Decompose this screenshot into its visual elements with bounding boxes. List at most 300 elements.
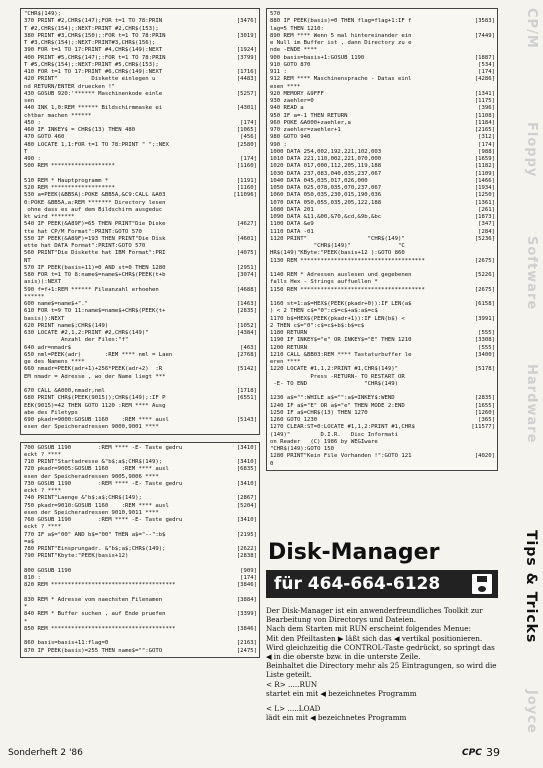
code-text: 910 GOTO 870 <box>270 61 311 68</box>
code-line <box>24 258 257 265</box>
footer-magazine: CPC <box>462 748 482 758</box>
checksum: [1160] <box>236 163 257 170</box>
checksum: [2163] <box>236 640 257 647</box>
code-text: EM nmadr = Adresse , wo der Name liegt *** <box>24 373 166 380</box>
sidebar-tab-cp-m: CP/M <box>524 8 539 49</box>
code-text: 490 : <box>24 156 41 162</box>
code-text: 1020 DATA 017,000,112,205,119,188 <box>270 163 382 170</box>
checksum: [3476] <box>236 18 257 25</box>
checksum: [1659] <box>474 156 495 162</box>
article-paragraph: Beinhaltet die Directory mehr als 25 Eintragungen, so wird die Liste geteilt. <box>266 661 497 680</box>
code-line <box>24 452 257 459</box>
code-text: esen **** <box>270 83 301 90</box>
code-line <box>24 323 257 330</box>
checksum: [4384] <box>236 330 257 336</box>
code-line <box>270 171 495 178</box>
code-text: 1000 DATA 254,002,192,221,102,003 <box>270 148 382 155</box>
code-line <box>270 55 495 62</box>
checksum: [2835] <box>474 395 495 402</box>
code-text: * <box>24 618 28 625</box>
code-text: 1180 RETURN <box>270 330 308 336</box>
checksum: [5178] <box>474 366 495 373</box>
checksum: [3019] <box>236 32 257 39</box>
code-line <box>24 575 257 582</box>
code-line <box>24 229 257 236</box>
code-line <box>24 243 257 250</box>
code-text: 760 GOSUB 1190 :REM **** -E- Taste gedru <box>24 517 183 523</box>
checksum: [534] <box>478 61 495 68</box>
checksum: [11577] <box>471 424 495 431</box>
code-line <box>24 445 257 452</box>
code-text: 560 PRINT"Die Diskette hat IBM Format":PRI <box>24 250 166 257</box>
code-line <box>24 84 257 91</box>
code-line <box>270 374 495 381</box>
code-text: 740 PRINT"Laenge &"b$;a$;CHR$(149); <box>24 495 142 502</box>
code-line <box>270 98 495 105</box>
code-line <box>270 388 495 395</box>
code-line <box>24 113 257 120</box>
code-line <box>24 366 257 373</box>
code-text: 610 FOR t=9 TO 11:name$=name$+CHR$(PEEK(t+ <box>24 308 166 315</box>
code-text: 700 GOSUB 1190 :REM **** -E- Taste gedru <box>24 444 183 451</box>
checksum: [3399] <box>236 611 257 618</box>
code-line <box>270 265 495 272</box>
code-text: tte hat CP/M Format":PRINT:GOTO 570 <box>24 228 142 235</box>
code-text: * <box>24 604 28 610</box>
code-line <box>270 424 495 431</box>
code-text: 570 IF PEEK(basis+11)=0 AND st=0 THEN 1280 <box>24 264 166 271</box>
code-line <box>270 47 495 54</box>
footer-issue: Sonderheft 2 '86 <box>8 748 83 758</box>
code-line <box>270 178 495 185</box>
code-line <box>24 524 257 531</box>
code-text: nde -ENDE **** <box>270 47 318 54</box>
checksum: [3846] <box>236 582 257 589</box>
checksum: [1718] <box>236 388 257 394</box>
checksum: [3991] <box>474 315 495 322</box>
code-line <box>270 432 495 439</box>
code-text: ette hat DATA Format":PRINT:GOTO 570 <box>24 243 146 249</box>
article-body <box>266 606 498 722</box>
checksum: [1184] <box>474 119 495 126</box>
code-line <box>24 466 257 473</box>
checksum: [312] <box>478 134 495 141</box>
code-text: NT <box>24 257 31 264</box>
code-text: 1190 IF INKEY$="e" OR INKEY$="E" THEN 1210 <box>270 337 412 344</box>
code-line <box>24 214 257 221</box>
code-text: 1170 b$=HEX$(PEEK(pkadr+1)):IF LEN(b$) < <box>270 315 405 322</box>
code-text: esen der Speicheradressen 9005,9006 **** <box>24 473 159 480</box>
code-line <box>270 134 495 141</box>
code-line <box>24 91 257 98</box>
code-line <box>24 582 257 589</box>
code-line <box>270 366 495 373</box>
code-text: 900 basis=basis+1:GOSUB 1190 <box>270 54 365 61</box>
checksum: [7449] <box>474 32 495 39</box>
code-line <box>270 26 495 33</box>
code-line <box>270 403 495 410</box>
code-text: 2 THEN c$="0":c$=c$+b$:b$=c$ <box>270 322 365 329</box>
code-line <box>24 417 257 424</box>
code-line <box>270 40 495 47</box>
code-line <box>270 105 495 112</box>
code-text: 1160 st=1:a$=HEX$(PEEK(pkadr+0)):IF LEN(a$ <box>270 301 412 307</box>
code-line <box>24 301 257 308</box>
code-text: -E- TO END "CHR$(149) <box>270 380 398 387</box>
code-text: 480 LOCATE 1,1:FOR t=1 TO 78:PRINT " ";:NEX <box>24 141 169 148</box>
checksum: [3410] <box>236 444 257 451</box>
code-line <box>270 163 495 170</box>
code-text: lag=5 THEN 1210: <box>270 25 324 32</box>
code-line <box>270 439 495 446</box>
checksum: [1065] <box>236 127 257 133</box>
code-line <box>270 113 495 120</box>
code-line <box>24 640 257 647</box>
code-text: 530 a=PEEK(&BB5A):POKE &BB5A,&C9:CALL &A03 <box>24 192 166 199</box>
code-line <box>24 459 257 466</box>
checksum: [456] <box>240 134 257 141</box>
code-text: 550 IF PEEK(&A89F)=193 THEN PRINT"Die Disk <box>24 235 166 242</box>
checksum: [5257] <box>236 90 257 97</box>
checksum: [2675] <box>474 286 495 293</box>
code-text: 830 REM * Adresse vom naechsten Filenamen <box>24 596 163 603</box>
section-sidebar <box>507 0 543 768</box>
code-line <box>24 316 257 323</box>
code-line <box>24 55 257 62</box>
code-line <box>24 510 257 517</box>
checksum: [174] <box>478 141 495 148</box>
code-line <box>270 192 495 199</box>
checksum: [6551] <box>236 395 257 402</box>
code-line <box>24 120 257 127</box>
code-line <box>24 352 257 359</box>
checksum: [1160] <box>236 185 257 191</box>
code-text: T #3,CHR$(154);:NEXT:PRINT#3,CHR$(156); <box>24 40 156 46</box>
code-line <box>270 337 495 344</box>
code-text: e Null im Buffer ist , dann Directory zu e <box>270 40 412 46</box>
checksum: [284] <box>478 228 495 235</box>
checksum: [1466] <box>474 177 495 184</box>
checksum: [1052] <box>236 322 257 329</box>
code-text: 680 PRINT CHR$(PEEK(9015));CHR$(149);:IF P <box>24 395 166 402</box>
code-line <box>270 316 495 323</box>
checksum: [347] <box>478 221 495 228</box>
code-line <box>270 156 495 163</box>
code-text: 460 IF INKEY$ = CHR$(13) THEN 480 <box>24 127 136 133</box>
code-text: 590 f=f+1:REM ****** Fileanzahl erhoehen <box>24 286 159 293</box>
checksum: [555] <box>478 344 495 351</box>
code-line <box>24 604 257 611</box>
code-line <box>270 381 495 388</box>
code-line <box>24 26 257 33</box>
code-text: 1010 DATA 221,110,002,221,070,000 <box>270 156 382 162</box>
code-text: ohne dass es auf dem Bildschirm ausgeduc <box>24 206 163 213</box>
code-line <box>270 200 495 207</box>
code-text: abe des Filetyps <box>24 409 78 416</box>
code-line <box>270 69 495 76</box>
code-line <box>24 619 257 626</box>
code-text: 690 pkadr=9000:GOSUB 1160 :REM **** ausl <box>24 417 169 423</box>
code-text: 630 LOCATE #2,1,2:PRINT #2,CHR$(149)" <box>24 330 149 336</box>
checksum: [3846] <box>236 625 257 632</box>
code-line <box>270 410 495 417</box>
checksum: [988] <box>478 148 495 155</box>
code-line <box>270 345 495 352</box>
code-text: 1070 DATA 050,055,035,205,122,188 <box>270 199 382 206</box>
code-line <box>270 395 495 402</box>
checksum: [2475] <box>236 647 257 654</box>
code-line <box>24 105 257 112</box>
code-text: 1120 PRINT" "CHR$(149)" <box>270 235 405 242</box>
checksum: [6158] <box>474 301 495 307</box>
article-paragraph: startet ein mit ◀ bezeichnetes Programm <box>266 688 417 698</box>
code-line <box>270 91 495 98</box>
sidebar-tab-floppy: Floppy <box>524 122 539 178</box>
code-line <box>24 98 257 105</box>
checksum: [261] <box>478 206 495 213</box>
code-line <box>24 474 257 481</box>
code-line <box>24 221 257 228</box>
code-line <box>270 236 495 243</box>
checksum: [1182] <box>474 163 495 170</box>
code-text: 620 PRINT name$;CHR$(149) <box>24 322 109 329</box>
code-text: 810 : <box>24 575 41 581</box>
code-line <box>24 142 257 149</box>
code-text: 1260 GOTO 1230 <box>270 417 318 423</box>
code-line <box>24 279 257 286</box>
checksum: [1191] <box>236 177 257 184</box>
code-line <box>24 308 257 315</box>
code-line <box>24 163 257 170</box>
code-line <box>270 18 495 25</box>
article-paragraph: lädt ein mit ◀ bezeichnetes Programm <box>266 713 407 723</box>
code-line <box>24 47 257 54</box>
code-line <box>270 185 495 192</box>
code-text: 1060 DATA 050,035,230,015,190,036 <box>270 192 382 199</box>
checksum: [1109] <box>474 170 495 177</box>
code-text: 820 REM ************************************* <box>24 582 176 589</box>
code-line <box>24 62 257 69</box>
checksum: [5236] <box>474 235 495 242</box>
code-line <box>24 503 257 510</box>
checksum: [4286] <box>474 76 495 83</box>
code-line <box>24 381 257 388</box>
article-paragraph: < L> .....LOAD <box>266 704 321 714</box>
code-line <box>270 221 495 228</box>
code-line <box>24 611 257 618</box>
code-line <box>270 453 495 460</box>
code-line <box>24 648 257 655</box>
code-text: 600 name$=name$+"." <box>24 301 88 307</box>
code-text: 500 REM ******************* <box>24 163 115 170</box>
code-text: 990 : <box>270 141 287 148</box>
checksum: [4483] <box>236 76 257 83</box>
code-line <box>24 517 257 524</box>
article-subtitle-banner <box>266 570 498 598</box>
code-line <box>270 62 495 69</box>
code-line <box>24 532 257 539</box>
code-text: 660 nmadr=PEEK(adr+1)+256*PEEK(adr+2) :R <box>24 366 163 373</box>
checksum: [11096] <box>233 192 257 199</box>
sidebar-tab-tips-tricks: Tips & Tricks <box>523 530 539 644</box>
code-line <box>270 272 495 279</box>
code-line <box>24 359 257 366</box>
code-text: T #2,CHR$(154);:NEXT:PRINT #2,CHR$(153); <box>24 25 159 32</box>
checksum: [2951] <box>236 264 257 271</box>
code-line <box>24 495 257 502</box>
checksum: [2768] <box>236 351 257 358</box>
code-text: 860 basis=basis+11:flag=0 <box>24 640 109 647</box>
checksum: [4601] <box>236 235 257 242</box>
code-text: Press -RETURN- TO RESTART OR <box>270 373 405 380</box>
code-text: 650 nml=PEEK(adr) :REM **** nml = Laen <box>24 351 173 358</box>
code-text: "CHR$(149):GOTO 150 <box>270 446 334 452</box>
checksum: [174] <box>240 119 257 126</box>
code-text: 570 <box>270 11 281 17</box>
checksum: [1463] <box>236 301 257 307</box>
code-text: 911 : <box>270 69 287 75</box>
code-line <box>24 192 257 199</box>
code-text: 400 PRINT #5,CHR$(147);:FOR t=1 TO 78:PRIN <box>24 54 166 61</box>
code-text: 960 POKE &A000+zaehler,a <box>270 119 351 126</box>
code-text: 1270 CLEAR:ST=0:LOCATE #1,1,2:PRINT #1,CHR$ <box>270 424 415 431</box>
code-text: 1040 DATA 045,035,017,026,000 <box>270 177 368 184</box>
code-text: 940 READ a <box>270 105 304 112</box>
code-text: 450 : <box>24 119 41 126</box>
code-text: 980 GOTO 940 <box>270 134 311 141</box>
code-line <box>270 127 495 134</box>
code-text: ****** <box>24 293 45 300</box>
footer-page-number: 39 <box>486 746 500 759</box>
listing-column-left <box>20 8 260 665</box>
checksum: [1361] <box>474 199 495 206</box>
code-text: "CHR$(149); <box>24 11 62 17</box>
checksum: [2165] <box>474 127 495 133</box>
code-text: esen der Speicheradressen 9010,9011 **** <box>24 509 159 516</box>
checksum: [5142] <box>236 366 257 373</box>
code-line <box>24 403 257 410</box>
code-text: 950 IF a=-1 THEN RETURN <box>270 112 348 119</box>
checksum: [396] <box>478 105 495 112</box>
code-text: 420 PRINT" Diskette einlegen u <box>24 76 156 83</box>
code-text: Anzahl der Files:"f" <box>24 337 129 344</box>
checksum: [3884] <box>236 596 257 603</box>
code-line <box>270 11 495 18</box>
code-line <box>270 417 495 424</box>
checksum: [3410] <box>236 517 257 523</box>
checksum: [2835] <box>236 308 257 315</box>
code-line <box>24 626 257 633</box>
code-line <box>24 287 257 294</box>
code-text: 770 IF a$="00" AND b$="00" THEN a$="--":b$ <box>24 531 166 538</box>
code-line <box>24 40 257 47</box>
code-text: 410 FOR t=1 TO 17:PRINT #6,CHR$(149):NEXT <box>24 69 163 75</box>
code-line <box>270 461 495 468</box>
code-text: 1210 CALL &BB03:REM **** Tastaturbuffer le <box>270 351 412 358</box>
code-text: 1220 LOCATE #1,1,2:PRINT #1,CHR$(149)" <box>270 366 398 373</box>
checksum: [1887] <box>474 54 495 61</box>
code-text: eckt ? **** <box>24 524 62 531</box>
code-text: 1030 DATA 237,083,040,035,237,067 <box>270 170 382 177</box>
code-text: 470 GOTO 460 <box>24 134 65 141</box>
code-text: 1110 DATA -01 <box>270 228 314 235</box>
checksum: [2580] <box>236 141 257 148</box>
checksum: [2622] <box>236 546 257 552</box>
code-line <box>24 388 257 395</box>
checksum: [174] <box>240 156 257 162</box>
code-line <box>24 127 257 134</box>
code-line <box>24 546 257 553</box>
code-line <box>24 410 257 417</box>
code-line <box>24 553 257 560</box>
code-line <box>24 11 257 18</box>
code-text: 1080 DATA 201 <box>270 206 314 213</box>
code-line <box>24 561 257 568</box>
checksum: [2867] <box>236 495 257 502</box>
code-line <box>270 294 495 301</box>
checksum: [4688] <box>236 286 257 293</box>
code-text: 970 zaehler=zaehler+1 <box>270 127 341 133</box>
checksum: [1108] <box>474 112 495 119</box>
code-line <box>270 359 495 366</box>
code-text: T #5,CHR$(154);:NEXT:PRINT #5,CHR$(153); <box>24 61 159 68</box>
code-line <box>270 33 495 40</box>
checksum: [3308] <box>474 337 495 344</box>
checksum: [5204] <box>236 502 257 509</box>
code-line <box>24 178 257 185</box>
code-text: 430 GOSUB 920:'****** Maschinenkode einle <box>24 90 163 97</box>
checksum: [1873] <box>474 214 495 220</box>
code-text: 1200 RETURN <box>270 344 308 351</box>
code-line <box>24 345 257 352</box>
code-text: 0 <box>270 460 274 467</box>
code-listing-block <box>20 8 260 435</box>
code-text: HR$(149)"KByte:"PEEK(basis+12 ):GOTO 860 <box>270 250 405 257</box>
code-text: 1250 IF a$=CHR$(13) THEN 1270 <box>270 409 368 416</box>
code-line <box>24 134 257 141</box>
code-line <box>24 481 257 488</box>
code-line <box>270 207 495 214</box>
code-text: 920 MEMORY &9FFF <box>270 90 324 97</box>
code-line <box>24 236 257 243</box>
code-line <box>24 265 257 272</box>
code-line <box>270 76 495 83</box>
sidebar-tab-hardware: Hardware <box>524 364 539 444</box>
code-line <box>270 149 495 156</box>
code-line <box>24 568 257 575</box>
article-paragraph: Wird gleichzeitig die CONTROL-Taste gedrückt, so springt das ◀ in die oberste bzw. in die unterste Zeile. <box>266 642 495 662</box>
code-line <box>24 250 257 257</box>
checksum: [6835] <box>236 466 257 473</box>
code-listing-block <box>266 8 498 471</box>
checksum: [3400] <box>474 351 495 358</box>
code-text: (149)" D.I.R. Disc Informati <box>270 431 398 438</box>
code-text: 800 GOSUB 1190 <box>24 567 72 574</box>
checksum: [2675] <box>474 257 495 264</box>
code-line <box>270 120 495 127</box>
code-text: 880 IF PEEK(basis)=0 THEN flag=flag+1:IF f <box>270 18 412 25</box>
code-line <box>270 287 495 294</box>
checksum: [4020] <box>474 453 495 460</box>
checksum: [174] <box>240 575 257 581</box>
code-text: T <box>24 148 28 155</box>
checksum: [1260] <box>474 409 495 416</box>
checksum: [1655] <box>474 402 495 409</box>
article-title: Disk-Manager <box>268 540 440 565</box>
code-text: chtbar machen ****** <box>24 112 92 119</box>
code-line <box>24 374 257 381</box>
article-paragraph: Nach dem Starten mit RUN erscheint folgendes Menue: <box>266 624 471 634</box>
